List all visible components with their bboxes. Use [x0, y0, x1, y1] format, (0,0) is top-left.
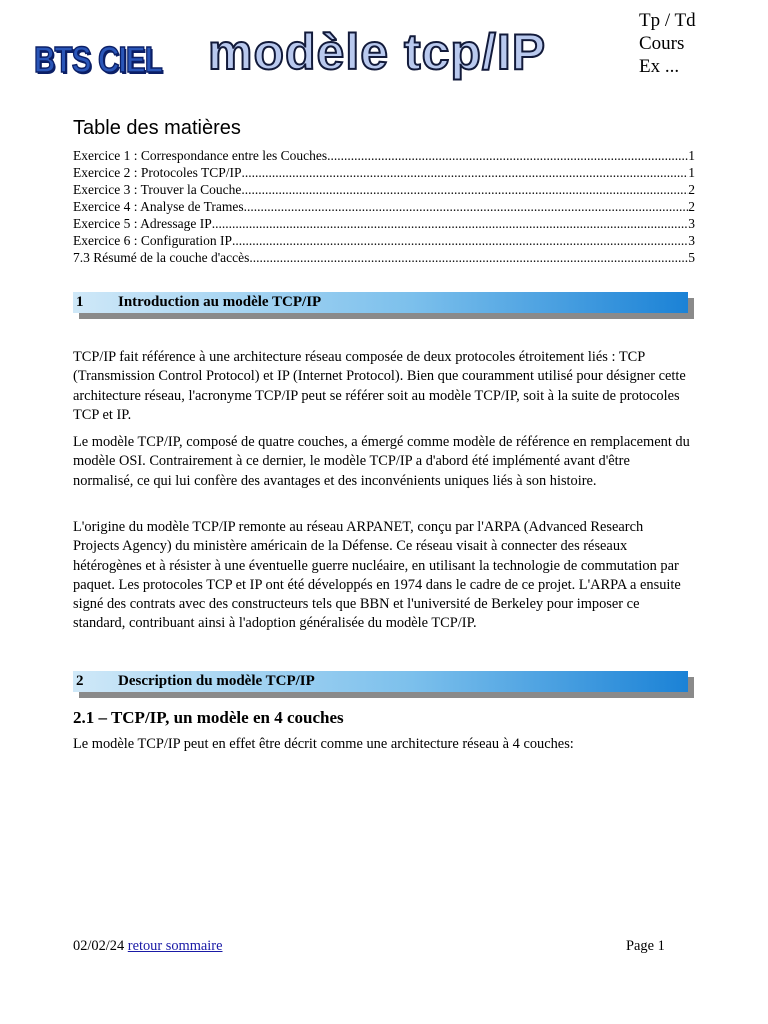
toc-item-page: 2: [688, 182, 695, 197]
back-to-summary-link[interactable]: retour sommaire: [127, 938, 223, 954]
toc-item-label: Exercice 6 : Configuration IP: [73, 233, 232, 248]
toc-leader: [244, 198, 689, 215]
toc-item[interactable]: [73, 249, 695, 266]
section-1-paragraph-1: TCP/IP fait référence à une architecture réseau composée de deux protocoles étroitement liés : TCP (Transmission Control Protocol) et IP (Internet Protocol). Bien que couramment utilisé pour désigner cette architecture réseau, l'acronyme TCP/IP peut se référer soit au modèle TCP/IP, soit à la suite de protocoles TCP et IP.: [73, 349, 686, 423]
toc-item[interactable]: [73, 215, 695, 232]
toc-item-page: 1: [688, 165, 695, 180]
toc-item-page: 1: [688, 148, 695, 163]
toc-leader: [241, 181, 688, 198]
toc-item[interactable]: [73, 198, 695, 215]
toc-item-page: 5: [688, 250, 695, 265]
toc-item-page: 3: [688, 216, 695, 231]
toc-item-label: Exercice 4 : Analyse de Trames: [73, 199, 244, 214]
footer-page-number: Page 1: [626, 938, 665, 954]
toc-item-page: 3: [688, 233, 695, 248]
toc-leader: [232, 232, 688, 249]
section-1-paragraph-2: Le modèle TCP/IP, composé de quatre couches, a émergé comme modèle de référence en remplacement du modèle OSI. Contrairement à ce dernier, le modèle TCP/IP a d'abord été implémenté avant d'être normalisé, ce qui lui confère des avantages et des inconvénients uniques liés à son histoire.: [73, 434, 690, 489]
toc-leader: [212, 215, 689, 232]
toc-item-label: Exercice 1 : Correspondance entre les Couches: [73, 148, 328, 163]
section-2-intro: Le modèle TCP/IP peut en effet être décrit comme une architecture réseau à 4 couches:: [73, 736, 574, 752]
bts-ciel-logo: BTS CIEL: [34, 39, 162, 80]
toc-leader: [327, 147, 688, 164]
subsection-2-1-title: 2.1 – TCP/IP, un modèle en 4 couches: [73, 708, 344, 727]
toc-leader: [241, 164, 688, 181]
toc-item-label: Exercice 3 : Trouver la Couche: [73, 182, 242, 197]
section-1-paragraph-3: L'origine du modèle TCP/IP remonte au réseau ARPANET, conçu par l'ARPA (Advanced Research Projects Agency) du ministère américain de la Défense. Ce réseau visait à connecter des réseaux hétérogènes et à résister à une éventuelle guerre nucléaire, en utilisant la technologie de commutation par paquet. Les protocoles TCP et IP ont été développés en 1974 dans le cadre de ce projet. L'ARPA a ensuite signé des contrats avec des constructeurs tels que BBN et l'université de Berkeley pour imposer ce standard, contribuant ainsi à l'adoption généralisée du modèle TCP/IP.: [73, 519, 681, 632]
section-1-heading: [73, 292, 688, 313]
toc-item-label: 7.3 Résumé de la couche d'accès: [73, 250, 250, 265]
toc-item[interactable]: [73, 181, 695, 198]
footer-left: [73, 937, 223, 955]
footer-date: 02/02/24: [73, 938, 125, 954]
toc-item-label: Exercice 5 : Adressage IP: [73, 216, 212, 231]
section-title: Introduction au modèle TCP/IP: [118, 294, 322, 310]
tag-tp-td: Tp / Td: [639, 10, 696, 31]
section-number: 1: [76, 294, 84, 310]
toc-item[interactable]: [73, 164, 695, 181]
toc-item[interactable]: [73, 147, 695, 164]
section-number: 2: [76, 673, 84, 689]
toc-title: Table des matières: [73, 117, 241, 139]
toc-leader: [249, 249, 688, 266]
tag-ex: Ex ...: [639, 56, 680, 77]
section-title: Description du modèle TCP/IP: [118, 673, 315, 689]
toc-item-page: 2: [688, 199, 695, 214]
toc-item[interactable]: [73, 232, 695, 249]
document-type-tags: [639, 9, 696, 78]
document-title: modèle tcp/IP: [208, 24, 547, 80]
toc-item-label: Exercice 2 : Protocoles TCP/IP: [73, 165, 242, 180]
table-of-contents: [73, 147, 695, 266]
section-2-heading: [73, 671, 688, 692]
tag-cours: Cours: [639, 33, 685, 54]
